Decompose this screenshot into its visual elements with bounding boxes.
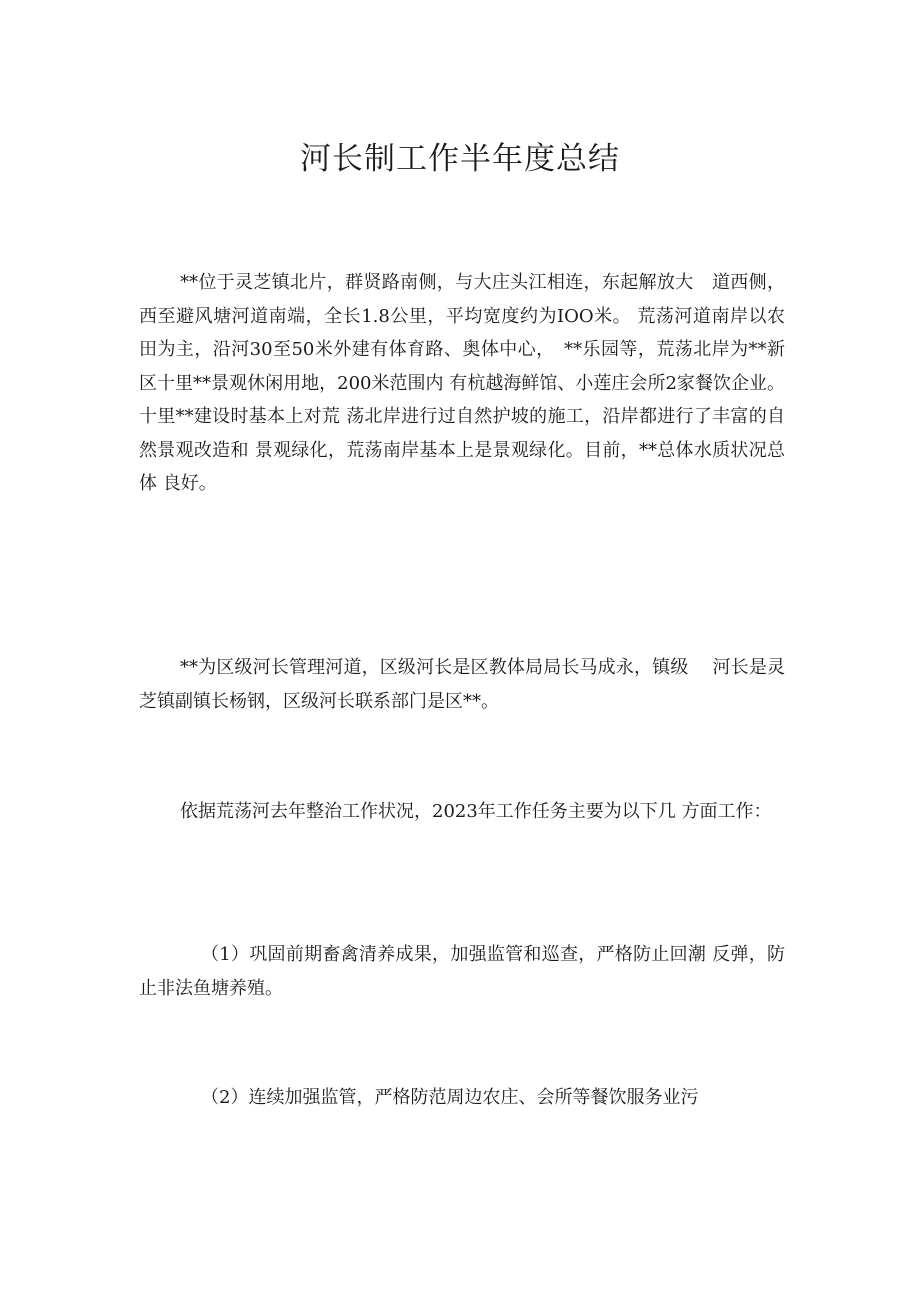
paragraph-task-2: （2）连续加强监管，严格防范周边农庄、会所等餐饮服务业污	[201, 1087, 699, 1108]
paragraph-task-1: （1）巩固前期畜禽清养成果，加强监管和巡查，严格防止回潮 反弹，防止非法鱼塘养殖。	[139, 944, 785, 999]
paragraph-river-overview: **位于灵芝镇北片，群贤路南侧，与大庄头江相连，东起解放大 道西侧，西至避风塘河道南端，全长1.8公里，平均宽度约为IOO米。 荒荡河道南岸以农田为主，沿河30至50米外建有体育路、奥体中心， **乐园等，荒荡北岸为**新区十里**景观休闲用地，200米范围内 有杭越海鲜馆、小莲庄会所2家餐饮企业。十里**建设时基本上对荒 荡北岸进行过自然护坡的施工，沿岸都进行了丰富的自然景观改造和 景观绿化，荒荡南岸基本上是景观绿化。目前，**总体水质状况总体 良好。	[139, 272, 785, 494]
document-title: 河长制工作半年度总结	[300, 141, 620, 177]
paragraph-work-tasks-intro: 依据荒荡河去年整治工作状况，2023年工作任务主要为以下几 方面工作：	[180, 801, 772, 822]
paragraph-river-chiefs: **为区级河长管理河道，区级河长是区教体局局长马成永，镇级 河长是灵芝镇副镇长杨钢，区级河长联系部门是区**。	[139, 657, 785, 712]
